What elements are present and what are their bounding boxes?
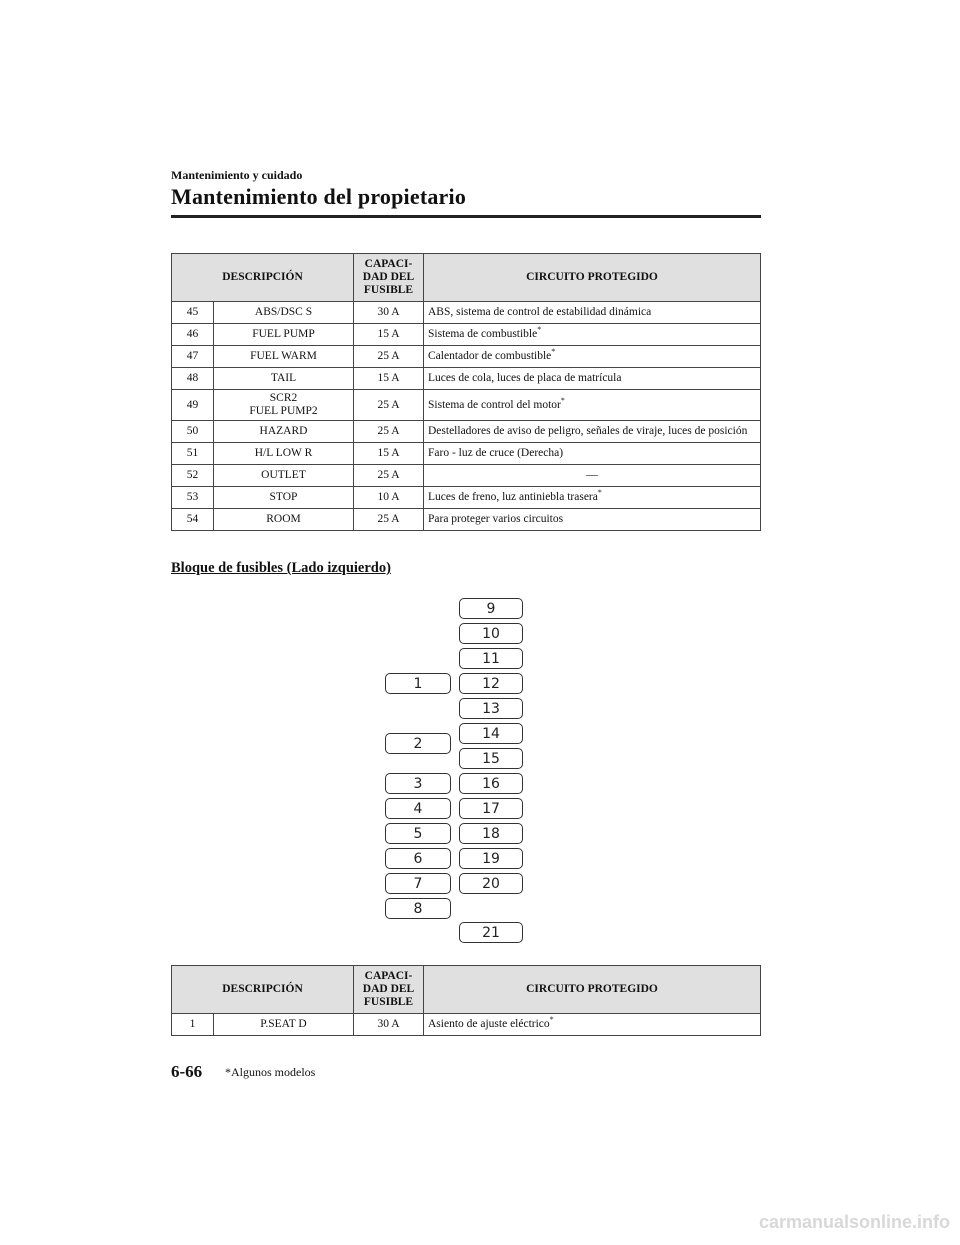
fuse-slot-2: 2 [385, 733, 451, 754]
header-capacity: CAPACI- DAD DEL FUSIBLE [354, 966, 424, 1014]
fuse-number-cell: 53 [172, 487, 214, 509]
fuse-capacity-cell: 30 A [354, 302, 424, 324]
watermark: carmanualsonline.info [758, 1212, 950, 1232]
fuse-number-cell: 54 [172, 509, 214, 531]
fuse-slot-21: 21 [459, 922, 523, 943]
fuse-slot-14: 14 [459, 723, 523, 744]
table-row [172, 324, 761, 346]
protected-circuit-cell: Luces de freno, luz antiniebla trasera* [424, 487, 761, 509]
fuse-slot-19: 19 [459, 848, 523, 869]
fuse-number-cell: 52 [172, 465, 214, 487]
fuse-description-cell: ROOM [214, 509, 354, 531]
header-description: DESCRIPCIÓN [172, 966, 354, 1014]
page-number: 6-66 [171, 1062, 203, 1081]
protected-circuit-cell: Para proteger varios circuitos [424, 509, 761, 531]
fuse-capacity-cell: 25 A [354, 421, 424, 443]
table-row [172, 1014, 761, 1036]
table-row [172, 421, 761, 443]
protected-circuit-cell: Calentador de combustible* [424, 346, 761, 368]
fuse-description-cell: H/L LOW R [214, 443, 354, 465]
header-circuit: CIRCUITO PROTEGIDO [424, 966, 761, 1014]
fuse-description-cell: FUEL PUMP [214, 324, 354, 346]
header-capacity: CAPACI- DAD DEL FUSIBLE [354, 254, 424, 302]
table-row [172, 443, 761, 465]
some-models-asterisk: * [537, 325, 542, 335]
title-divider [171, 215, 761, 218]
fuse-description-cell: ABS/DSC S [214, 302, 354, 324]
protected-circuit-cell: Sistema de combustible* [424, 324, 761, 346]
fuse-description-cell: OUTLET [214, 465, 354, 487]
fuse-description-cell: TAIL [214, 368, 354, 390]
table-row [172, 465, 761, 487]
protected-circuit-cell: Asiento de ajuste eléctrico* [424, 1014, 761, 1036]
fuse-number-cell: 48 [172, 368, 214, 390]
some-models-asterisk: * [549, 1015, 554, 1025]
fuse-slot-7: 7 [385, 873, 451, 894]
table-row [172, 368, 761, 390]
fuse-capacity-cell: 25 A [354, 346, 424, 368]
protected-circuit-cell: — [424, 465, 761, 487]
fuse-number-cell: 51 [172, 443, 214, 465]
fuse-slot-6: 6 [385, 848, 451, 869]
fuse-capacity-cell: 25 A [354, 509, 424, 531]
page-title: Mantenimiento del propietario [171, 184, 467, 209]
protected-circuit-cell: Faro - luz de cruce (Derecha) [424, 443, 761, 465]
protected-circuit-cell: Luces de cola, luces de placa de matrícula [424, 368, 761, 390]
fuse-description-cell: HAZARD [214, 421, 354, 443]
table-row [172, 509, 761, 531]
fuse-slot-10: 10 [459, 623, 523, 644]
fuse-slot-17: 17 [459, 798, 523, 819]
fuse-slot-11: 11 [459, 648, 523, 669]
table-row [172, 487, 761, 509]
fuse-capacity-cell: 15 A [354, 443, 424, 465]
header-description: DESCRIPCIÓN [172, 254, 354, 302]
some-models-asterisk: * [560, 395, 565, 405]
table-row [172, 390, 761, 421]
some-models-asterisk: * [551, 347, 556, 357]
fuse-number-cell: 45 [172, 302, 214, 324]
fuse-slot-1: 1 [385, 673, 451, 694]
fuse-number-cell: 1 [172, 1014, 214, 1036]
fuse-capacity-cell: 10 A [354, 487, 424, 509]
fuse-description-cell: FUEL WARM [214, 346, 354, 368]
fuse-slot-8: 8 [385, 898, 451, 919]
fuse-capacity-cell: 30 A [354, 1014, 424, 1036]
table-header-row [172, 966, 761, 1014]
fuse-block-left-heading: Bloque de fusibles (Lado izquierdo) [171, 560, 391, 576]
table-row [172, 302, 761, 324]
fuse-capacity-cell: 15 A [354, 368, 424, 390]
fuse-slot-12: 12 [459, 673, 523, 694]
fuse-number-cell: 47 [172, 346, 214, 368]
fuse-slot-4: 4 [385, 798, 451, 819]
fuse-slot-9: 9 [459, 598, 523, 619]
fuse-number-cell: 46 [172, 324, 214, 346]
fuse-description-cell: STOP [214, 487, 354, 509]
fuse-slot-16: 16 [459, 773, 523, 794]
fuse-description-cell: P.SEAT D [214, 1014, 354, 1036]
fuse-slot-20: 20 [459, 873, 523, 894]
protected-circuit-cell: ABS, sistema de control de estabilidad dinámica [424, 302, 761, 324]
fuse-slot-18: 18 [459, 823, 523, 844]
fuse-slot-13: 13 [459, 698, 523, 719]
section-label: Mantenimiento y cuidado [171, 168, 303, 182]
fuse-capacity-cell: 15 A [354, 324, 424, 346]
protected-circuit-cell: Destelladores de aviso de peligro, señales de viraje, luces de posición [424, 421, 761, 443]
some-models-asterisk: * [597, 488, 602, 498]
table-header-row [172, 254, 761, 302]
fuse-capacity-cell: 25 A [354, 465, 424, 487]
footnote: *Algunos modelos [225, 1065, 316, 1079]
protected-circuit-cell: Sistema de control del motor* [424, 390, 761, 421]
fuse-description-cell: SCR2 FUEL PUMP2 [214, 390, 354, 421]
header-circuit: CIRCUITO PROTEGIDO [424, 254, 761, 302]
fuse-number-cell: 49 [172, 390, 214, 421]
fuse-capacity-cell: 25 A [354, 390, 424, 421]
fuse-table-left-side [171, 965, 761, 1036]
fuse-slot-3: 3 [385, 773, 451, 794]
fuse-table-right-side [171, 253, 761, 531]
fuse-number-cell: 50 [172, 421, 214, 443]
fuse-slot-15: 15 [459, 748, 523, 769]
fuse-slot-5: 5 [385, 823, 451, 844]
table-row [172, 346, 761, 368]
